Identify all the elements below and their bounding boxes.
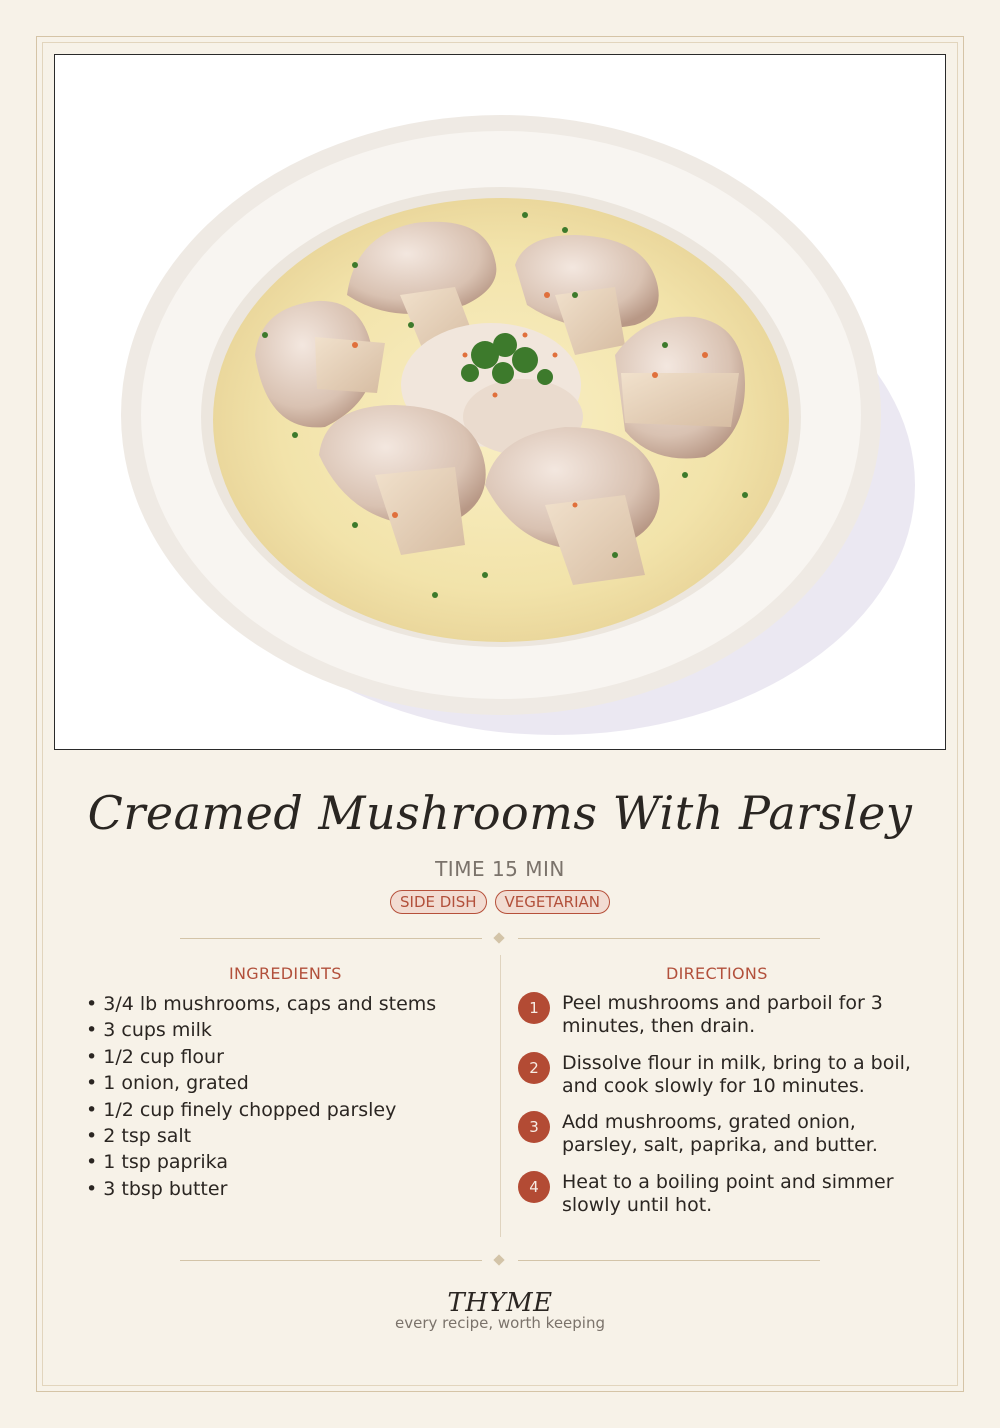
step-text: Peel mushrooms and parboil for 3 minutes, then drain. [562, 992, 883, 1037]
step-number-badge: 4 [518, 1171, 550, 1203]
direction-step [518, 1171, 918, 1231]
step-number-badge: 3 [518, 1111, 550, 1143]
list-item: • 1/2 cup flour [86, 1045, 224, 1068]
directions-list [518, 992, 918, 1230]
brand-logo[interactable]: THYME [447, 1288, 553, 1318]
list-item: • 3 cups milk [86, 1019, 212, 1042]
list-item: • 1 onion, grated [86, 1072, 249, 1095]
step-number-badge: 1 [518, 992, 550, 1024]
direction-step [518, 1111, 918, 1171]
ingredients-list [86, 991, 436, 1202]
recipe-time: TIME 15 MIN [435, 857, 565, 881]
direction-step [518, 992, 918, 1052]
step-number-badge: 2 [518, 1052, 550, 1084]
diamond-ornament-icon [493, 932, 504, 943]
tag-list [0, 890, 1000, 914]
list-item: • 3 tbsp butter [86, 1177, 228, 1200]
directions-heading: DIRECTIONS [666, 964, 768, 983]
dish-illustration [54, 54, 946, 750]
list-item: • 3/4 lb mushrooms, caps and stems [86, 993, 437, 1015]
tag-vegetarian[interactable]: VEGETARIAN [495, 890, 610, 914]
brand-tagline: every recipe, worth keeping [394, 1314, 605, 1332]
step-text: Heat to a boiling point and simmer slowly until hot. [562, 1170, 894, 1216]
step-text: Dissolve flour in milk, bring to a boil, and cook slowly for 10 minutes. [562, 1051, 911, 1097]
recipe-title: Creamed Mushrooms With Parsley [87, 786, 913, 840]
direction-step [518, 1052, 918, 1112]
top-divider [180, 933, 820, 945]
list-item: • 2 tsp salt [86, 1125, 192, 1148]
list-item: • 1 tsp paprika [86, 1151, 228, 1174]
mushroom-right [615, 317, 745, 459]
column-divider [500, 955, 501, 1237]
step-text: Add mushrooms, grated onion, parsley, salt, paprika, and butter. [562, 1111, 878, 1156]
tag-side-dish[interactable]: SIDE DISH [390, 890, 487, 914]
bottom-divider [180, 1255, 820, 1267]
ingredients-heading: INGREDIENTS [229, 964, 342, 983]
diamond-ornament-icon [493, 1254, 504, 1265]
list-item: • 1/2 cup finely chopped parsley [86, 1098, 397, 1121]
